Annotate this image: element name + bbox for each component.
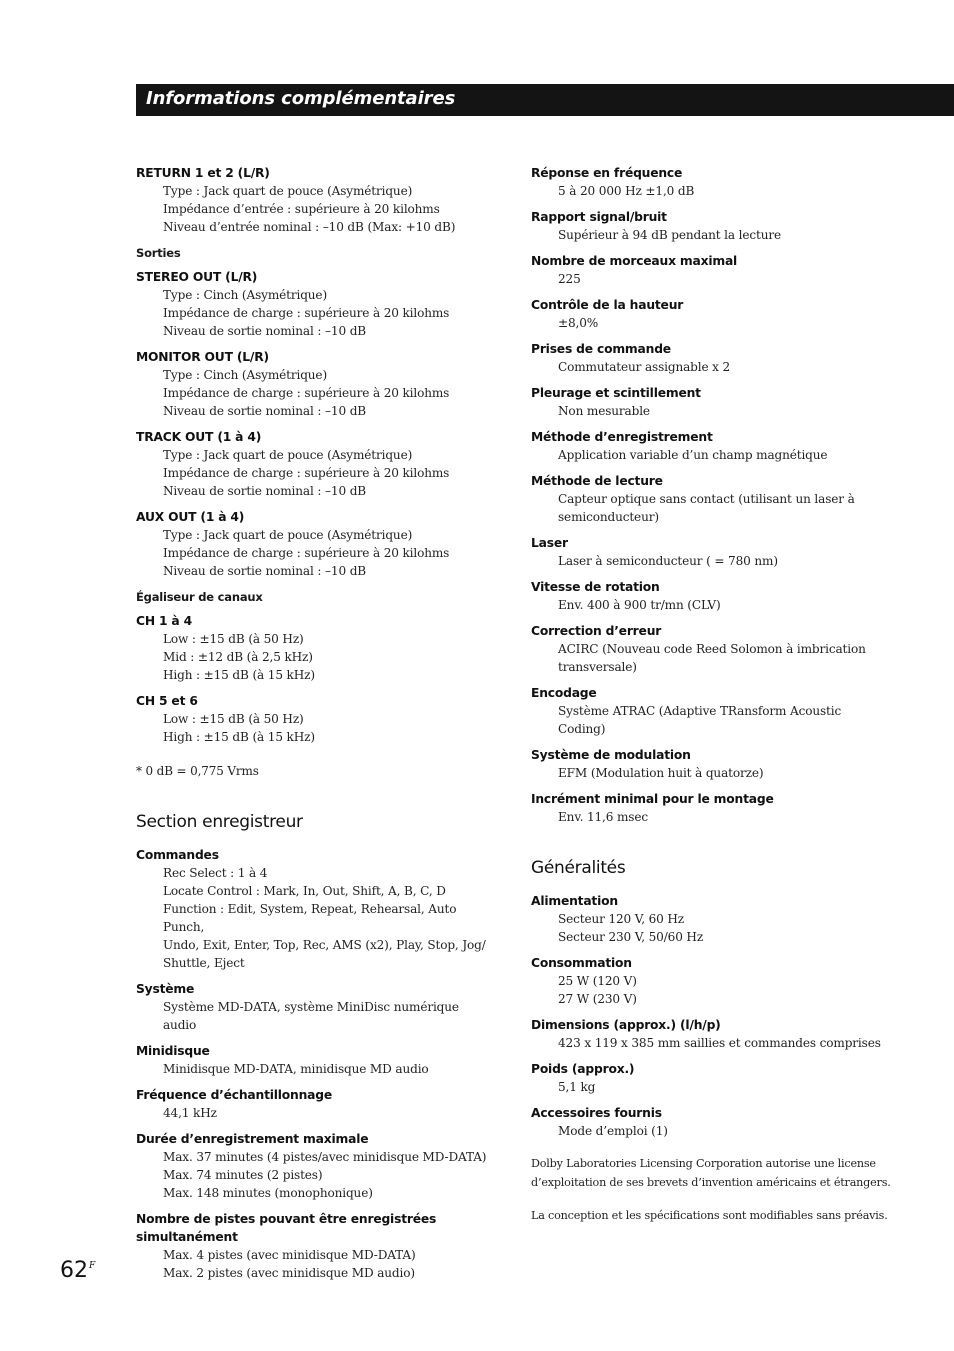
spec-label: RETURN 1 et 2 (L/R): [136, 166, 270, 180]
spec-value: Function : Edit, System, Repeat, Rehearsal, Auto Punch,: [163, 902, 457, 934]
spec-value: Niveau de sortie nominal : –10 dB: [163, 564, 367, 578]
spec-label: STEREO OUT (L/R): [136, 270, 258, 284]
spec-value: Shuttle, Eject: [163, 956, 245, 970]
spec-methode-enregistrement: [531, 428, 891, 464]
spec-track-out: [136, 428, 496, 500]
spec-value: Secteur 230 V, 50/60 Hz: [558, 930, 704, 944]
spec-value: 423 x 119 x 385 mm saillies et commandes comprises: [558, 1036, 881, 1050]
spec-laser: [531, 534, 891, 570]
spec-consommation: [531, 954, 891, 1008]
spec-label: AUX OUT (1 à 4): [136, 510, 245, 524]
spec-commandes: [136, 846, 496, 972]
conception-notice: La conception et les spécifications sont modifiables sans préavis.: [531, 1209, 888, 1222]
spec-label: Méthode de lecture: [531, 474, 663, 488]
note-line: d’exploitation de ses brevets d’invention américains et étrangers.: [531, 1176, 891, 1189]
spec-accessoires: [531, 1104, 891, 1140]
spec-label: Fréquence d’échantillonnage: [136, 1088, 333, 1102]
spec-value: Capteur optique sans contact (utilisant un laser à: [558, 492, 855, 506]
spec-value: Commutateur assignable x 2: [558, 360, 731, 374]
spec-value: Env. 11,6 msec: [558, 810, 648, 824]
spec-value: 5 à 20 000 Hz ±1,0 dB: [558, 184, 695, 198]
spec-value: Type : Jack quart de pouce (Asymétrique): [163, 184, 413, 198]
spec-label: Dimensions (approx.) (l/h/p): [531, 1018, 721, 1032]
spec-increment: [531, 790, 891, 826]
spec-value: Niveau de sortie nominal : –10 dB: [163, 484, 367, 498]
spec-value: Non mesurable: [558, 404, 650, 418]
spec-systeme: [136, 980, 496, 1034]
spec-value: Type : Cinch (Asymétrique): [163, 368, 328, 382]
spec-value: Max. 74 minutes (2 pistes): [163, 1168, 323, 1182]
spec-value: Minidisque MD-DATA, minidisque MD audio: [163, 1062, 429, 1076]
spec-value: Supérieur à 94 dB pendant la lecture: [558, 228, 781, 242]
spec-label: Vitesse de rotation: [531, 580, 660, 594]
spec-label: CH 1 à 4: [136, 614, 192, 628]
note-line: Dolby Laboratories Licensing Corporation autorise une license: [531, 1157, 876, 1170]
spec-value: 25 W (120 V): [558, 974, 637, 988]
spec-label: Système: [136, 982, 195, 996]
spec-dimensions: [531, 1016, 891, 1052]
spec-value: Application variable d’un champ magnétique: [558, 448, 828, 462]
spec-value: Impédance de charge : supérieure à 20 kilohms: [163, 466, 450, 480]
spec-value: audio: [163, 1018, 197, 1032]
spec-label: TRACK OUT (1 à 4): [136, 430, 262, 444]
spec-prises: [531, 340, 891, 376]
spec-label: Incrément minimal pour le montage: [531, 792, 774, 806]
spec-label: Minidisque: [136, 1044, 210, 1058]
page-number: [60, 1258, 95, 1283]
spec-label: Correction d’erreur: [531, 624, 662, 638]
spec-label: Contrôle de la hauteur: [531, 298, 684, 312]
spec-rapport: [531, 208, 891, 244]
spec-value: ±8,0%: [558, 316, 599, 330]
spec-hauteur: [531, 296, 891, 332]
spec-value: Mid : ±12 dB (à 2,5 kHz): [163, 650, 313, 664]
spec-monitor-out: [136, 348, 496, 420]
spec-label: Système de modulation: [531, 748, 691, 762]
spec-label: Nombre de morceaux maximal: [531, 254, 738, 268]
spec-label: Commandes: [136, 848, 219, 862]
spec-value: Low : ±15 dB (à 50 Hz): [163, 712, 304, 726]
spec-value: Impédance de charge : supérieure à 20 kilohms: [163, 546, 450, 560]
spec-label: Réponse en fréquence: [531, 166, 683, 180]
spec-value: Type : Jack quart de pouce (Asymétrique): [163, 528, 413, 542]
spec-value: Laser à semiconducteur ( = 780 nm): [558, 554, 778, 568]
left-column: [136, 164, 496, 1290]
spec-value: 44,1 kHz: [163, 1106, 217, 1120]
spec-value: Env. 400 à 900 tr/mn (CLV): [558, 598, 721, 612]
spec-label: Consommation: [531, 956, 632, 970]
spec-value: Système ATRAC (Adaptive TRansform Acoustic: [558, 704, 842, 718]
spec-label: MONITOR OUT (L/R): [136, 350, 269, 364]
spec-value: Coding): [558, 722, 606, 736]
spec-value: Type : Cinch (Asymétrique): [163, 288, 328, 302]
spec-value: Système MD-DATA, système MiniDisc numérique: [163, 1000, 459, 1014]
spec-label: Laser: [531, 536, 568, 550]
spec-value: Undo, Exit, Enter, Top, Rec, AMS (x2), Play, Stop, Jog/: [163, 938, 486, 952]
spec-label: Méthode d’enregistrement: [531, 430, 713, 444]
spec-label: Nombre de pistes pouvant être enregistrées: [136, 1212, 437, 1226]
spec-modulation: [531, 746, 891, 782]
spec-value: EFM (Modulation huit à quatorze): [558, 766, 764, 780]
spec-label: Encodage: [531, 686, 597, 700]
spec-value: Impédance de charge : supérieure à 20 kilohms: [163, 306, 450, 320]
spec-return: [136, 164, 496, 236]
subheading-egaliseur: Égaliseur de canaux: [136, 590, 263, 604]
spec-pleurage: [531, 384, 891, 420]
spec-label: CH 5 et 6: [136, 694, 198, 708]
spec-methode-lecture: [531, 472, 891, 526]
spec-value: Locate Control : Mark, In, Out, Shift, A, B, C, D: [163, 884, 446, 898]
spec-value: transversale): [558, 660, 637, 674]
spec-ch-1-4: [136, 612, 496, 684]
spec-value: Max. 2 pistes (avec minidisque MD audio): [163, 1266, 415, 1280]
page-title: Informations complémentaires: [146, 88, 456, 109]
spec-correction: [531, 622, 891, 676]
spec-value: High : ±15 dB (à 15 kHz): [163, 730, 315, 744]
spec-duree: [136, 1130, 496, 1202]
spec-value: Niveau d’entrée nominal : –10 dB (Max: +10 dB): [163, 220, 456, 234]
spec-value: Impédance d’entrée : supérieure à 20 kilohms: [163, 202, 440, 216]
spec-label: Pleurage et scintillement: [531, 386, 701, 400]
spec-value: Type : Jack quart de pouce (Asymétrique): [163, 448, 413, 462]
subheading-sorties: Sorties: [136, 246, 181, 260]
spec-poids: [531, 1060, 891, 1096]
spec-alimentation: [531, 892, 891, 946]
dolby-notice: [531, 1154, 891, 1192]
spec-label: Rapport signal/bruit: [531, 210, 667, 224]
spec-value: Niveau de sortie nominal : –10 dB: [163, 404, 367, 418]
spec-reponse: [531, 164, 891, 200]
spec-value: semiconducteur): [558, 510, 659, 524]
page-number-value: 62: [60, 1258, 88, 1283]
spec-encodage: [531, 684, 891, 738]
spec-value: Low : ±15 dB (à 50 Hz): [163, 632, 304, 646]
spec-value: 5,1 kg: [558, 1080, 596, 1094]
spec-value: 225: [558, 272, 581, 286]
spec-minidisque: [136, 1042, 496, 1078]
spec-value: Max. 148 minutes (monophonique): [163, 1186, 373, 1200]
spec-pistes: [136, 1210, 496, 1282]
spec-morceaux: [531, 252, 891, 288]
spec-value: High : ±15 dB (à 15 kHz): [163, 668, 315, 682]
spec-value: 27 W (230 V): [558, 992, 637, 1006]
header-banner: [136, 84, 954, 116]
spec-value: Impédance de charge : supérieure à 20 kilohms: [163, 386, 450, 400]
spec-label: Alimentation: [531, 894, 618, 908]
spec-label: Durée d’enregistrement maximale: [136, 1132, 369, 1146]
spec-value: Mode d’emploi (1): [558, 1124, 668, 1138]
section-heading-enregistreur: Section enregistreur: [136, 812, 303, 832]
spec-value: Max. 37 minutes (4 pistes/avec minidisque MD-DATA): [163, 1150, 487, 1164]
right-column: [531, 164, 891, 1225]
spec-label: simultanément: [136, 1230, 238, 1244]
spec-label: Prises de commande: [531, 342, 671, 356]
spec-value: Niveau de sortie nominal : –10 dB: [163, 324, 367, 338]
spec-label: Accessoires fournis: [531, 1106, 662, 1120]
spec-value: Rec Select : 1 à 4: [163, 866, 268, 880]
spec-stereo-out: [136, 268, 496, 340]
spec-ch-5-6: [136, 692, 496, 746]
section-heading-generalites: Généralités: [531, 858, 626, 878]
spec-label: Poids (approx.): [531, 1062, 635, 1076]
spec-frequence: [136, 1086, 496, 1122]
page-number-suffix: F: [89, 1261, 96, 1271]
spec-vitesse: [531, 578, 891, 614]
spec-value: ACIRC (Nouveau code Reed Solomon à imbrication: [558, 642, 866, 656]
footnote: * 0 dB = 0,775 Vrms: [136, 764, 259, 778]
spec-aux-out: [136, 508, 496, 580]
spec-value: Max. 4 pistes (avec minidisque MD-DATA): [163, 1248, 416, 1262]
spec-value: Secteur 120 V, 60 Hz: [558, 912, 685, 926]
